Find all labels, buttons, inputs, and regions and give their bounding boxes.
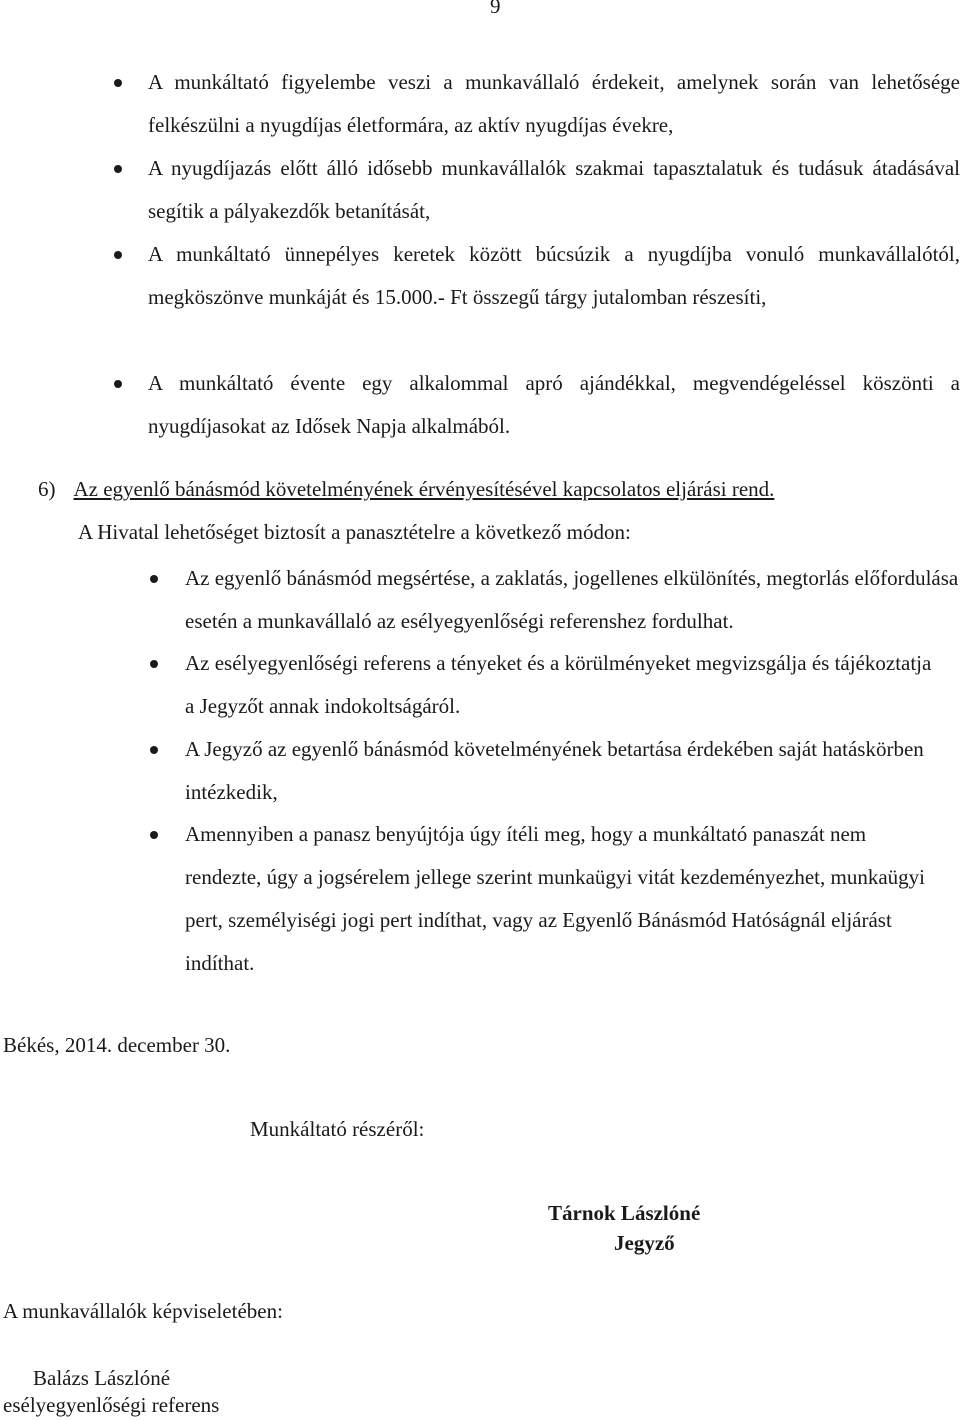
employees-title: esélyegyenlőségi referens <box>3 1393 220 1417</box>
section-intro: A Hivatal lehetőséget biztosít a panasztételre a következő módon: <box>78 520 631 544</box>
employees-label: A munkavállalók képviseletében: <box>3 1299 283 1323</box>
bullet-icon <box>114 79 122 87</box>
list-item-text: A munkáltató évente egy alkalommal apró ajándékkal, megvendégeléssel köszönti a nyugdíjasokat az Idősek Napja alkalmából. <box>148 371 960 438</box>
bullet-icon <box>114 380 122 388</box>
section-heading <box>38 474 774 504</box>
bullet-icon <box>150 575 158 583</box>
employer-label: Munkáltató részéről: <box>250 1117 425 1141</box>
place-date: Békés, 2014. december 30. <box>3 1033 231 1057</box>
page-number: 9 <box>490 0 501 18</box>
bullet-icon <box>150 660 158 668</box>
list-item-text: A munkáltató figyelembe veszi a munkavállaló érdekeit, amelynek során van lehetősége felkészülni a nyugdíjas életformára, az aktív nyugdíjas évekre, <box>148 70 960 137</box>
bullet-icon <box>150 746 158 754</box>
list-item-text: Az egyenlő bánásmód megsértése, a zaklatás, jogellenes elkülönítés, megtorlás előfordulása esetén a munkavállaló az esélyegyenlőségi referenshez fordulhat. <box>185 566 959 633</box>
bullet-icon <box>114 165 122 173</box>
employer-title: Jegyző <box>614 1231 675 1255</box>
list-item-text: A Jegyző az egyenlő bánásmód követelményének betartása érdekében saját hatáskörben intézkedik, <box>185 737 924 804</box>
employer-name: Tárnok Lászlóné <box>548 1201 701 1225</box>
section-number: 6) <box>38 477 56 501</box>
section-title: Az egyenlő bánásmód követelményének érvényesítésével kapcsolatos eljárási rend. <box>73 477 775 501</box>
bullet-icon <box>114 251 122 259</box>
bullet-icon <box>150 831 158 839</box>
list-item-text: A munkáltató ünnepélyes keretek között búcsúzik a nyugdíjba vonuló munkavállalótól, megköszönve munkáját és 15.000.- Ft összegű tárgy jutalomban részesíti, <box>148 242 960 309</box>
list-item-text: Amennyiben a panasz benyújtója úgy ítéli meg, hogy a munkáltató panaszát nem rendezte, úgy a jogsérelem jellege szerint munkaügyi vitát kezdeményezhet, munkaügyi pert, személyiségi jogi pert indíthat, vagy az Egyenlő Bánásmód Hatóságnál eljárást indíthat. <box>185 822 925 975</box>
list-item-text: Az esélyegyenlőségi referens a tényeket és a körülményeket megvizsgálja és tájékoztatja a Jegyzőt annak indokoltságáról. <box>185 651 932 718</box>
employees-name: Balázs Lászlóné <box>33 1366 171 1390</box>
list-item-text: A nyugdíjazás előtt álló idősebb munkavállalók szakmai tapasztalatuk és tudásuk átadásával segítik a pályakezdők betanítását, <box>148 156 960 223</box>
